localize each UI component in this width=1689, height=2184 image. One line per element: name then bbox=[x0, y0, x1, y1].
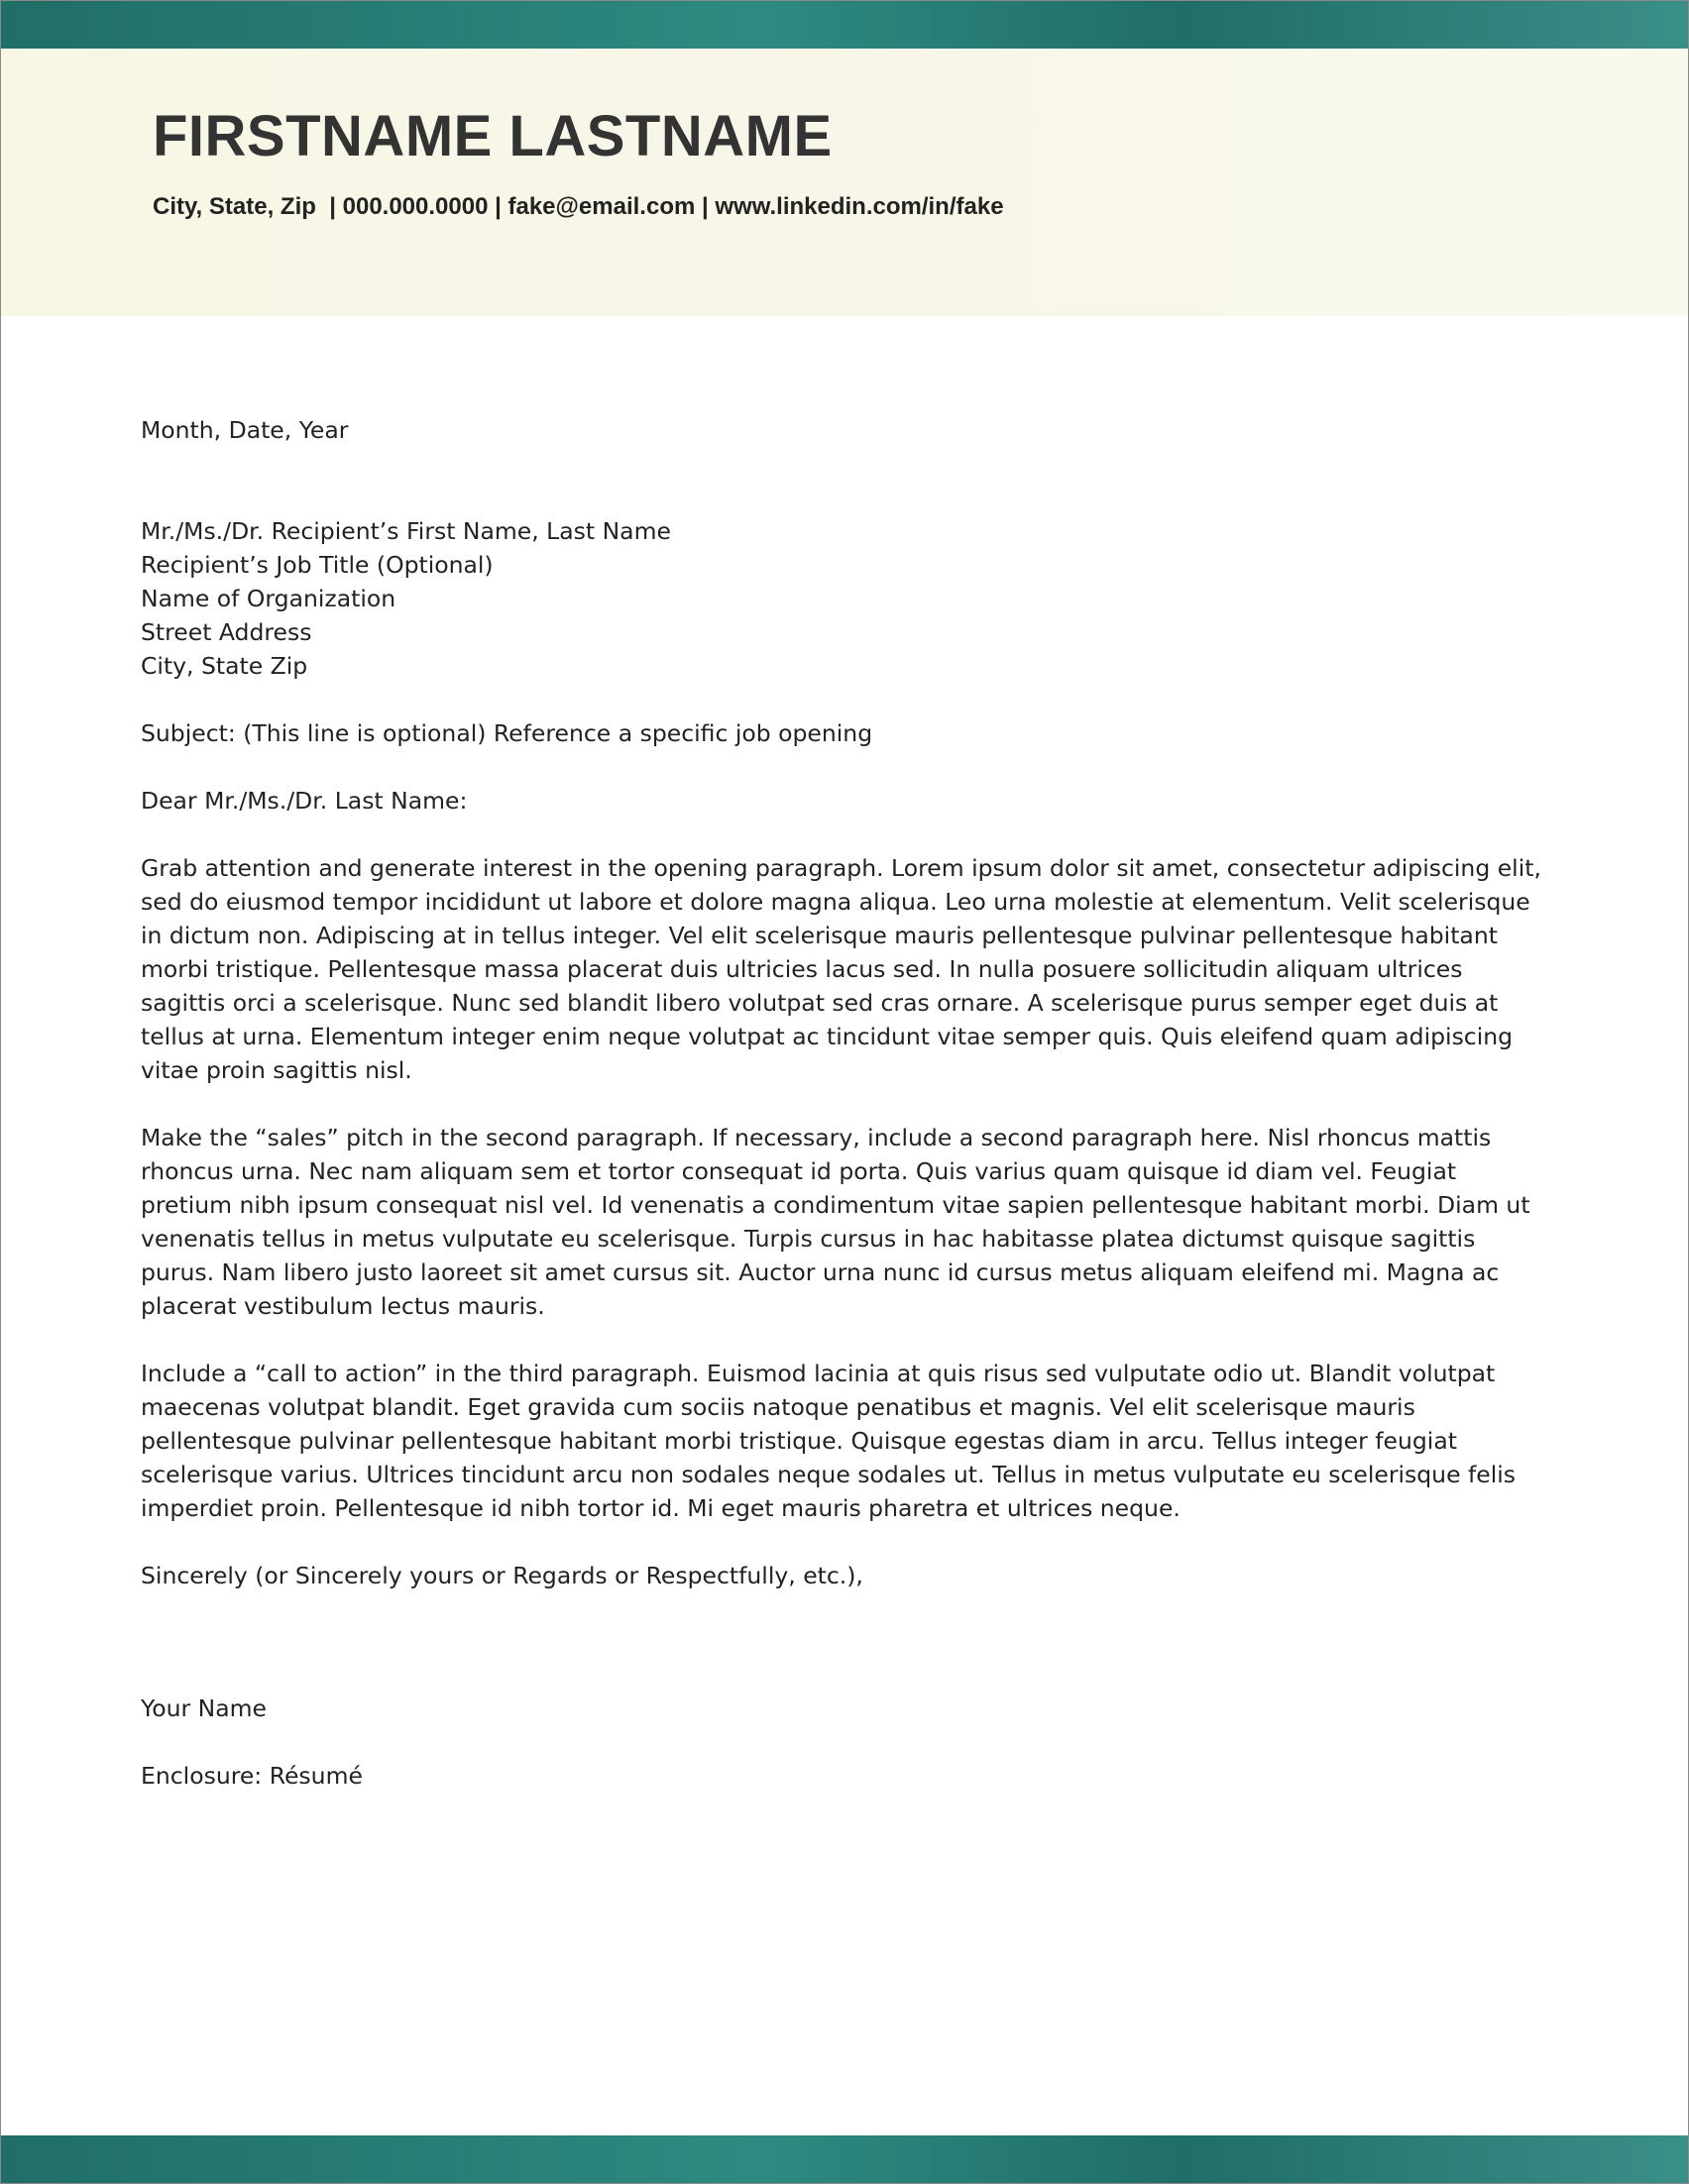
applicant-name: FIRSTNAME LASTNAME bbox=[153, 104, 833, 168]
letter-body bbox=[141, 413, 1553, 1793]
recipient-block bbox=[141, 514, 1553, 683]
signature-name: Your Name bbox=[141, 1694, 267, 1722]
letterhead bbox=[1, 49, 1688, 316]
call-to-action-paragraph: Include a “call to action” in the third paragraph. Euismod lacinia at quis risus sed vulputate odio ut. Blandit volutpat maecenas volutpat blandit. Eget gravida cum sociis natoque penatibus et magnis. Vel elit scelerisque mauris pellentesque pulvinar pellentesque habitant morbi tristique. Quisque egestas diam in arcu. Tellus integer feugiat scelerisque varius. Ultrices tincidunt arcu non sodales neque sodales ut. Tellus in metus vulputate eu scelerisque felis imperdiet proin. Pellentesque id nibh tortor id. Mi eget mauris pharetra et ultrices neque. bbox=[141, 1360, 1517, 1522]
top-accent-bar bbox=[1, 1, 1688, 49]
enclosure-note: Enclosure: Résumé bbox=[141, 1762, 363, 1790]
recipient-organization: Name of Organization bbox=[141, 585, 396, 612]
subject-line: Subject: (This line is optional) Reference a specific job opening bbox=[141, 719, 873, 747]
recipient-job-title: Recipient’s Job Title (Optional) bbox=[141, 551, 494, 579]
closing: Sincerely (or Sincerely yours or Regards or Respectfully, etc.), bbox=[141, 1562, 863, 1589]
recipient-city-state-zip: City, State Zip bbox=[141, 652, 308, 680]
salutation: Dear Mr./Ms./Dr. Last Name: bbox=[141, 787, 468, 815]
recipient-name: Mr./Ms./Dr. Recipient’s First Name, Last Name bbox=[141, 517, 671, 545]
sales-paragraph: Make the “sales” pitch in the second paragraph. If necessary, include a second paragraph here. Nisl rhoncus mattis rhoncus urna. Nec nam aliquam sem et tortor consequat id porta. Quis varius quam quisque id diam vel. Feugiat pretium nibh ipsum consequat nisl vel. Id venenatis a condimentum vitae sapien pellentesque habitant morbi. Diam ut venenatis tellus in metus vulputate eu scelerisque. Turpis cursus in hac habitasse platea dictumst quisque sagittis purus. Nam libero justo laoreet sit amet cursus sit. Auctor urna nunc id cursus metus aliquam eleifend mi. Magna ac placerat vestibulum lectus mauris. bbox=[141, 1124, 1530, 1320]
bottom-accent-bar bbox=[1, 2135, 1688, 2183]
letter-date: Month, Date, Year bbox=[141, 416, 349, 444]
contact-line: City, State, Zip | 000.000.0000 | fake@email.com | www.linkedin.com/in/fake bbox=[153, 193, 1004, 220]
recipient-street: Street Address bbox=[141, 618, 312, 646]
opening-paragraph: Grab attention and generate interest in the opening paragraph. Lorem ipsum dolor sit amet, consectetur adipiscing elit, sed do eiusmod tempor incididunt ut labore et dolore magna aliqua. Leo urna molestie at elementum. Velit scelerisque in dictum non. Adipiscing at in tellus integer. Vel elit scelerisque mauris pellentesque pulvinar pellentesque habitant morbi tristique. Pellentesque massa placerat duis ultricies lacus sed. In nulla posuere sollicitudin aliquam ultrices sagittis orci a scelerisque. Nunc sed blandit libero volutpat sed cras ornare. A scelerisque purus semper eget duis at tellus at urna. Elementum integer enim neque volutpat ac tincidunt vitae semper quis. Quis eleifend quam adipiscing vitae proin sagittis nisl. bbox=[141, 854, 1541, 1084]
